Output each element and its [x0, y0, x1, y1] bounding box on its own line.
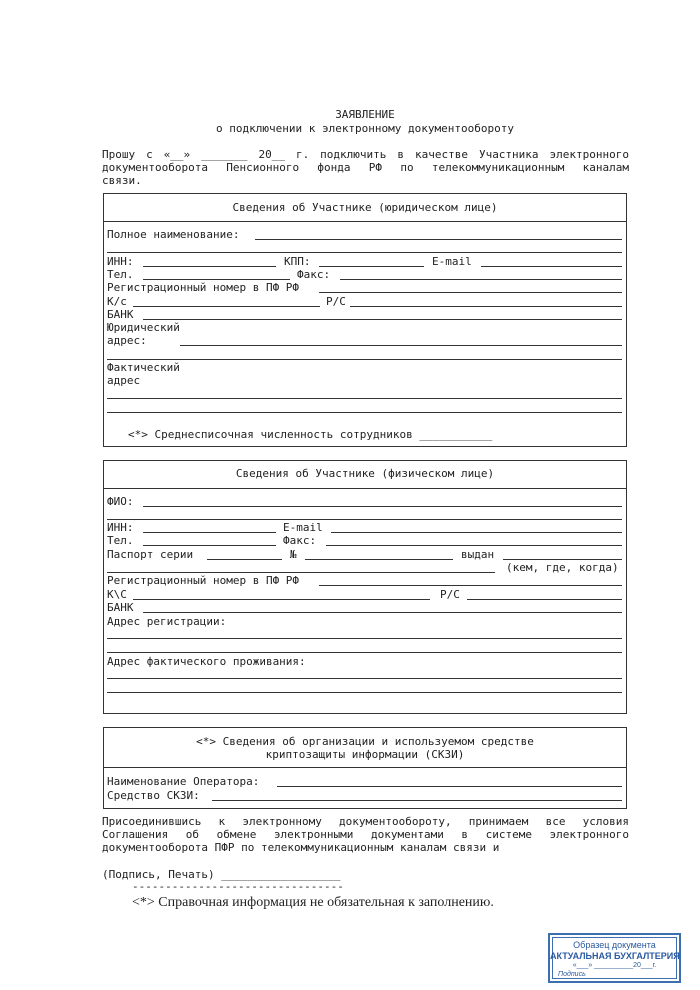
- fio-field-line-2[interactable]: [107, 519, 622, 520]
- tel-label: Тел.: [107, 268, 134, 281]
- intro-line-2: документооборота Пенсионного фонда РФ по телекоммуникационным каналам: [102, 161, 629, 174]
- ks-label: К/с: [107, 295, 127, 308]
- stamp-line-3: «___» __________20___г.: [572, 962, 657, 969]
- email-label: E-mail: [432, 255, 472, 268]
- skzi-field[interactable]: [212, 800, 622, 801]
- agreement-line-3: документооборота ПФР по телекоммуникационным каналам связи и: [102, 841, 500, 854]
- agreement-line-2: Соглашения об обмене электронными документами в системе электронного: [102, 828, 629, 841]
- passport-number-sign: №: [290, 548, 297, 561]
- reg-number-label: Регистрационный номер в ПФ РФ: [107, 281, 300, 294]
- intro-line-3: связи.: [102, 174, 142, 187]
- stamp-line-2: АКТУАЛЬНАЯ БУХГАЛТЕРИЯ: [550, 951, 680, 961]
- person-rs-field[interactable]: [467, 599, 622, 600]
- fax-label: Факс:: [297, 268, 331, 281]
- legal-address-label-1: Юридический: [107, 321, 180, 334]
- headcount-text: <*> Среднесписочная численность сотрудников ___________: [128, 428, 493, 441]
- doc-title: ЗАЯВЛЕНИЕ: [335, 108, 395, 121]
- person-bank-label: БАНК: [107, 601, 134, 614]
- person-inn-label: ИНН:: [107, 521, 134, 534]
- full-name-label: Полное наименование:: [107, 228, 240, 241]
- crypto-header-line-1: <*> Сведения об организации и используемом средстве: [196, 735, 534, 748]
- signature-line[interactable]: (Подпись, Печать) __________________: [102, 868, 341, 881]
- passport-number-field[interactable]: [305, 559, 453, 560]
- actual-address-label-1: Фактический: [107, 361, 180, 374]
- person-reg-number-label: Регистрационный номер в ПФ РФ: [107, 574, 300, 587]
- kpp-label: КПП:: [284, 255, 311, 268]
- operator-field[interactable]: [277, 786, 622, 787]
- divider: [103, 488, 627, 489]
- issued-label: выдан: [461, 548, 495, 561]
- footnote-text: <*> Справочная информация не обязательная к заполнению.: [132, 895, 494, 910]
- person-fax-field[interactable]: [326, 545, 622, 546]
- person-rs-label: Р/С: [440, 588, 460, 601]
- person-email-label: E-mail: [283, 521, 323, 534]
- legal-section-header: Сведения об Участнике (юридическом лице): [232, 201, 498, 214]
- person-tel-field[interactable]: [143, 545, 276, 546]
- passport-series-field[interactable]: [207, 559, 282, 560]
- inn-label: ИНН:: [107, 255, 134, 268]
- individual-section-header: Сведения об Участнике (физическом лице): [235, 467, 495, 480]
- person-ks-label: К\С: [107, 588, 127, 601]
- tel-field[interactable]: [143, 279, 290, 280]
- residence-address-label: Адрес фактического проживания:: [107, 655, 306, 668]
- intro-line-1: Прошу с «__» _______ 20__ г. подключить в качестве Участника электронного: [102, 148, 629, 161]
- person-fax-label: Факс:: [283, 534, 317, 547]
- registration-address-field-line-2[interactable]: [107, 652, 622, 653]
- person-tel-label: Тел.: [107, 534, 134, 547]
- stamp-line-4: Подпись: [558, 971, 586, 978]
- doc-subtitle: о подключении к электронному документообороту: [215, 122, 514, 135]
- agreement-line-1: Присоединившись к электронному документообороту, принимаем все условия: [102, 815, 629, 828]
- stamp-line-1: Образец документа: [573, 940, 656, 950]
- fio-label: ФИО:: [107, 495, 134, 508]
- passport-series-label: Паспорт серии: [107, 548, 194, 561]
- registration-address-field[interactable]: [107, 638, 622, 639]
- sample-stamp: [548, 933, 681, 983]
- legal-address-field-line-2[interactable]: [107, 359, 622, 360]
- reg-number-field[interactable]: [319, 292, 622, 293]
- rs-field[interactable]: [350, 306, 622, 307]
- person-ks-field[interactable]: [133, 599, 430, 600]
- full-name-field[interactable]: [255, 239, 622, 240]
- email-field[interactable]: [481, 266, 622, 267]
- actual-address-label-2: адрес: [107, 374, 141, 387]
- legal-address-field[interactable]: [180, 345, 622, 346]
- bank-label: БАНК: [107, 308, 134, 321]
- ks-field[interactable]: [133, 306, 320, 307]
- rs-label: Р/С: [326, 295, 346, 308]
- inn-field[interactable]: [143, 266, 276, 267]
- kpp-field[interactable]: [319, 266, 424, 267]
- crypto-header-line-2: криптозащиты информации (СКЗИ): [265, 748, 465, 761]
- actual-address-field[interactable]: [107, 398, 622, 399]
- fax-field[interactable]: [340, 279, 622, 280]
- skzi-label: Средство СКЗИ:: [107, 789, 200, 802]
- issued-by-hint: (кем, где, когда): [506, 561, 619, 574]
- person-email-field[interactable]: [331, 532, 622, 533]
- individual-section: [103, 460, 627, 714]
- bank-field[interactable]: [143, 319, 622, 320]
- residence-address-field[interactable]: [107, 678, 622, 679]
- person-inn-field[interactable]: [143, 532, 276, 533]
- legal-address-label-2: адрес:: [107, 334, 147, 347]
- person-reg-number-field[interactable]: [319, 585, 622, 586]
- residence-address-field-line-2[interactable]: [107, 692, 622, 693]
- issued-field-line-2[interactable]: [107, 572, 495, 573]
- full-name-field-line-2[interactable]: [107, 252, 622, 253]
- fio-field[interactable]: [143, 506, 622, 507]
- registration-address-label: Адрес регистрации:: [107, 615, 227, 628]
- issued-field[interactable]: [503, 559, 622, 560]
- divider: [103, 221, 627, 222]
- dash-separator: --------------------------------: [132, 880, 344, 893]
- person-bank-field[interactable]: [143, 612, 622, 613]
- operator-label: Наименование Оператора:: [107, 775, 260, 788]
- actual-address-field-line-2[interactable]: [107, 412, 622, 413]
- divider: [103, 767, 627, 768]
